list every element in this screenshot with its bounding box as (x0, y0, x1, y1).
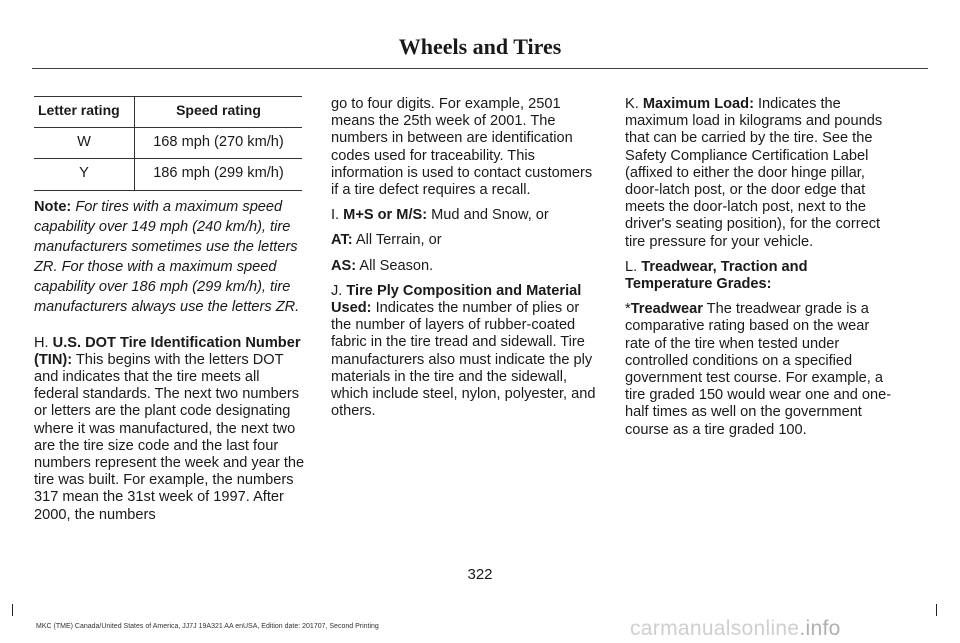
section-h-text: This begins with the letters DOT and indicates that the tire meets all federal standards. The next two numbers or letters are the plant code designating where it was manufactured, the next two are the tire size code and the last four numbers represent the week and year the tire was built. For example, the numbers 317 mean the 31st week of 1997. After 2000, the numbers (34, 351, 305, 523)
table-row (34, 128, 302, 159)
section-h-paragraph (34, 335, 306, 524)
page-title: Wheels and Tires (398, 34, 562, 59)
column-1 (34, 96, 306, 532)
note-paragraph (34, 197, 306, 317)
section-i-paragraph (331, 207, 603, 224)
section-l-prefix: L. (625, 258, 642, 275)
section-j-paragraph (331, 283, 603, 421)
section-k-paragraph (625, 96, 897, 251)
column-2 (331, 96, 603, 428)
section-k-prefix: K. (625, 96, 643, 112)
speed-cell: 186 mph (299 km/h) (135, 159, 303, 190)
treadwear-paragraph (625, 301, 897, 439)
table-header-speed: Speed rating (135, 97, 303, 128)
section-j-prefix: J. (331, 282, 347, 299)
treadwear-term: Treadwear (630, 301, 703, 318)
header-divider (32, 68, 928, 69)
crop-mark-left (12, 604, 13, 616)
as-text: All Season. (356, 257, 434, 274)
page-number: 322 (467, 566, 493, 583)
table-row (34, 159, 302, 190)
note-text: For tires with a maximum speed capability over 149 mph (240 km/h), tire manufacturers sometimes use the letters ZR. For those with a maximum speed capability over 186 mph (299 km/h), tire manufacturers always use the letters ZR. (34, 198, 300, 315)
footer-edition-info: MKC (TME) Canada/United States of America, JJ7J 19A321 AA enUSA, Edition date: 201707, Second Printing (36, 623, 379, 630)
section-j-text: Indicates the number of plies or the number of layers of rubber-coated fabric in the tire tread and sidewall. Tire manufacturers also must indicate the ply materials in the tire and the sidewall, which include steel, nylon, polyester, and others. (331, 300, 596, 420)
section-j-term: Tire Ply Composition and Material Used: (331, 282, 582, 317)
as-term: AS: (331, 257, 357, 274)
section-i-term: M+S or M/S: (343, 207, 428, 224)
note-label: Note: (34, 198, 72, 215)
section-i-text: Mud and Snow, or (427, 207, 549, 224)
treadwear-prefix: * (625, 301, 631, 318)
section-l-term: Treadwear, Traction and Temperature Grades: (625, 258, 808, 293)
watermark-suffix: .info (799, 617, 841, 640)
at-text: All Terrain, or (352, 232, 442, 249)
watermark-main: carmanualsonline (630, 617, 800, 640)
section-h-term: U.S. DOT Tire Identification Number (TIN): (34, 334, 301, 368)
section-k-term: Maximum Load: (642, 96, 754, 112)
at-term: AT: (331, 232, 353, 249)
treadwear-text: The treadwear grade is a comparative rating based on the wear rate of the tire when tested under controlled conditions on a specified government test course. For example, a tire graded 150 would wear one and one-half times as well on the government course as a tire graded 100. (625, 301, 892, 438)
section-i-prefix: I. (331, 207, 344, 224)
speed-cell: 168 mph (270 km/h) (135, 128, 303, 159)
at-paragraph (331, 232, 603, 249)
column-3 (625, 96, 897, 447)
crop-mark-right (936, 604, 937, 616)
watermark (630, 617, 841, 641)
section-l-paragraph (625, 259, 897, 293)
as-paragraph (331, 258, 603, 275)
section-k-text: Indicates the maximum load in kilograms and pounds that can be carried by the tire. See the Safety Compliance Certification Label (affixed to either the door hinge pillar, door-latch post, or the door edge that meets the door-latch post, next to the driver's seating position), for the correct tire pressure for your vehicle. (625, 96, 883, 250)
tin-continuation: go to four digits. For example, 2501 means the 25th week of 2001. The numbers in between are identification codes used for traceability. This information is used to contact customers if a tire defect requires a recall. (331, 96, 593, 199)
letter-cell: W (34, 128, 135, 159)
table-header-letter: Letter rating (34, 97, 135, 128)
section-h-prefix: H. (34, 334, 53, 351)
speed-rating-table (34, 96, 302, 191)
letter-cell: Y (34, 159, 135, 190)
